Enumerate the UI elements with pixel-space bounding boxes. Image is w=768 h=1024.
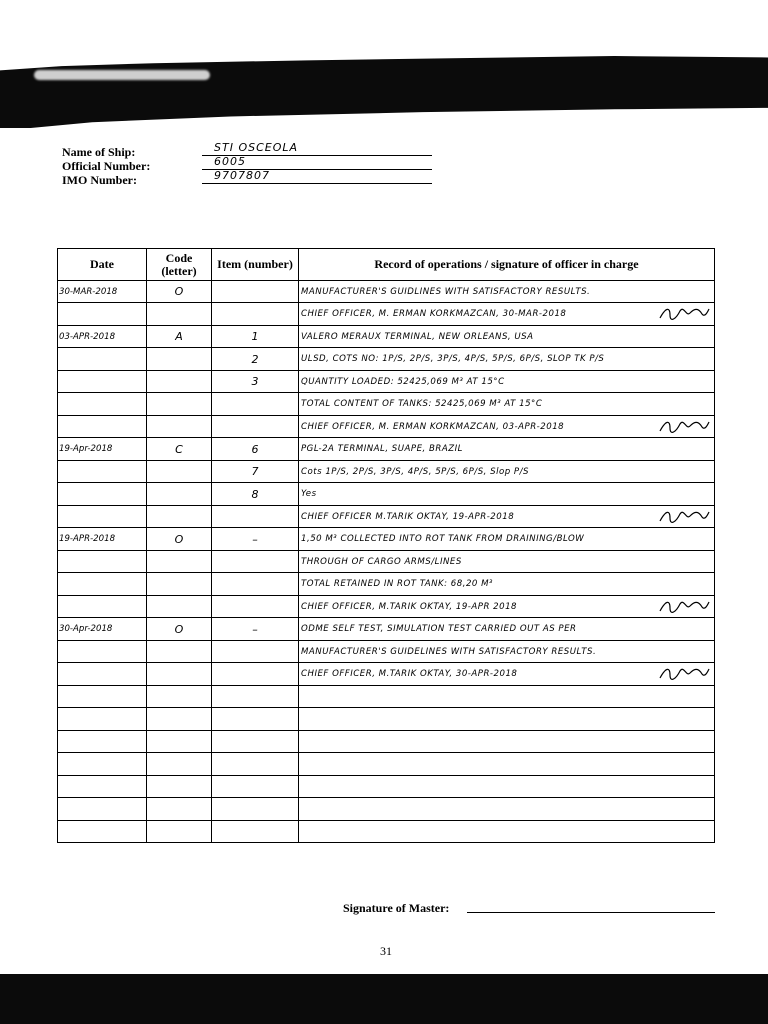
table-row (58, 573, 715, 596)
table-row (58, 708, 715, 731)
record-cell: PGL-2A TERMINAL, SUAPE, BRAZIL (299, 438, 715, 461)
table-row (58, 371, 715, 393)
officer-signature (658, 508, 710, 524)
official-number-value: 6005 (202, 155, 432, 170)
imo-number-label: IMO Number: (62, 173, 137, 187)
bottom-scan-shadow (0, 974, 768, 1024)
record-cell: MANUFACTURER'S GUIDELINES WITH SATISFACTORY RESULTS. (299, 641, 715, 663)
record-cell (299, 686, 715, 708)
code-cell (147, 708, 212, 731)
item-cell (212, 776, 299, 798)
date-cell (58, 798, 147, 821)
code-header: Code (letter) (147, 249, 212, 281)
code-cell (147, 551, 212, 573)
table-row (58, 348, 715, 371)
code-cell (147, 821, 212, 843)
date-cell: 30-Apr-2018 (58, 618, 147, 641)
item-cell (212, 686, 299, 708)
record-cell: THROUGH OF CARGO ARMS/LINES (299, 551, 715, 573)
date-cell (58, 641, 147, 663)
record-cell (299, 753, 715, 776)
table-row (58, 753, 715, 776)
date-cell (58, 303, 147, 326)
official-number-label: Official Number: (62, 159, 151, 173)
date-cell: 03-APR-2018 (58, 326, 147, 348)
date-cell (58, 821, 147, 843)
record-cell: CHIEF OFFICER M.TARIK OKTAY, 19-APR-2018 (299, 506, 715, 528)
item-cell (212, 596, 299, 618)
table-row (58, 326, 715, 348)
record-cell: 1,50 M³ COLLECTED INTO ROT TANK FROM DRAINING/BLOW (299, 528, 715, 551)
code-cell (147, 573, 212, 596)
item-cell (212, 753, 299, 776)
item-cell (212, 731, 299, 753)
item-cell (212, 281, 299, 303)
date-cell (58, 686, 147, 708)
scan-smudge (34, 70, 210, 80)
table-row (58, 596, 715, 618)
item-cell (212, 663, 299, 686)
record-cell: QUANTITY LOADED: 52425,069 M³ AT 15°C (299, 371, 715, 393)
code-cell (147, 416, 212, 438)
item-cell (212, 821, 299, 843)
code-cell (147, 461, 212, 483)
date-cell: 19-Apr-2018 (58, 438, 147, 461)
item-cell: 8 (212, 483, 299, 506)
record-cell: VALERO MERAUX TERMINAL, NEW ORLEANS, USA (299, 326, 715, 348)
date-cell (58, 416, 147, 438)
table-row (58, 393, 715, 416)
code-cell: O (147, 281, 212, 303)
record-cell (299, 776, 715, 798)
officer-signature (658, 598, 710, 614)
code-cell (147, 348, 212, 371)
table-row (58, 686, 715, 708)
date-cell (58, 663, 147, 686)
code-cell: O (147, 618, 212, 641)
date-cell: 19-APR-2018 (58, 528, 147, 551)
table-row (58, 506, 715, 528)
record-cell: MANUFACTURER'S GUIDLINES WITH SATISFACTORY RESULTS. (299, 281, 715, 303)
page-number: 31 (380, 944, 392, 958)
record-cell: ULSD, COTS NO: 1P/S, 2P/S, 3P/S, 4P/S, 5P/S, 6P/S, SLOP TK P/S (299, 348, 715, 371)
item-cell (212, 416, 299, 438)
date-cell (58, 371, 147, 393)
item-cell: 1 (212, 326, 299, 348)
item-header: Item (number) (212, 249, 299, 281)
operations-record-table (57, 248, 715, 843)
table-row (58, 821, 715, 843)
table-row (58, 731, 715, 753)
code-cell (147, 303, 212, 326)
item-cell (212, 708, 299, 731)
table-row (58, 641, 715, 663)
ship-name-label: Name of Ship: (62, 145, 136, 159)
item-cell: – (212, 528, 299, 551)
table-row (58, 798, 715, 821)
date-cell (58, 348, 147, 371)
code-cell (147, 393, 212, 416)
code-cell (147, 686, 212, 708)
record-cell: ODME SELF TEST, SIMULATION TEST CARRIED OUT AS PER (299, 618, 715, 641)
imo-number-value: 9707807 (202, 169, 432, 184)
item-cell (212, 798, 299, 821)
code-cell (147, 371, 212, 393)
date-cell (58, 506, 147, 528)
code-cell (147, 641, 212, 663)
item-cell (212, 551, 299, 573)
item-cell: 6 (212, 438, 299, 461)
table-row (58, 461, 715, 483)
record-cell (299, 708, 715, 731)
date-cell (58, 776, 147, 798)
table-row (58, 663, 715, 686)
item-cell: 3 (212, 371, 299, 393)
record-cell: TOTAL CONTENT OF TANKS: 52425,069 M³ AT 15°C (299, 393, 715, 416)
code-cell (147, 483, 212, 506)
table-header-row (58, 249, 715, 281)
record-header: Record of operations / signature of officer in charge (299, 249, 715, 281)
date-cell (58, 708, 147, 731)
top-scan-shadow (0, 56, 768, 128)
master-signature-line (467, 912, 715, 913)
table-row (58, 281, 715, 303)
code-cell: O (147, 528, 212, 551)
item-cell (212, 303, 299, 326)
item-cell: 7 (212, 461, 299, 483)
code-cell (147, 798, 212, 821)
table-row (58, 303, 715, 326)
item-cell: – (212, 618, 299, 641)
record-cell: TOTAL RETAINED IN ROT TANK: 68,20 M³ (299, 573, 715, 596)
record-cell: CHIEF OFFICER, M. ERMAN KORKMAZCAN, 30-MAR-2018 (299, 303, 715, 326)
code-cell (147, 663, 212, 686)
table-row (58, 483, 715, 506)
date-cell (58, 551, 147, 573)
ship-name-value: STI OSCEOLA (202, 141, 432, 156)
date-cell (58, 573, 147, 596)
record-cell: CHIEF OFFICER, M. ERMAN KORKMAZCAN, 03-APR-2018 (299, 416, 715, 438)
code-cell (147, 731, 212, 753)
table-row (58, 438, 715, 461)
record-cell (299, 731, 715, 753)
date-cell (58, 393, 147, 416)
table-row (58, 528, 715, 551)
table-row (58, 618, 715, 641)
item-cell (212, 573, 299, 596)
item-cell (212, 393, 299, 416)
table-body (58, 281, 715, 843)
code-cell (147, 776, 212, 798)
date-cell: 30-MAR-2018 (58, 281, 147, 303)
table-row (58, 551, 715, 573)
master-signature-label: Signature of Master: (343, 901, 450, 915)
date-cell (58, 731, 147, 753)
item-cell (212, 506, 299, 528)
officer-signature (658, 665, 710, 681)
date-cell (58, 461, 147, 483)
date-header: Date (58, 249, 147, 281)
date-cell (58, 753, 147, 776)
record-cell: CHIEF OFFICER, M.TARIK OKTAY, 30-APR-2018 (299, 663, 715, 686)
record-cell (299, 798, 715, 821)
date-cell (58, 483, 147, 506)
code-cell: C (147, 438, 212, 461)
code-cell: A (147, 326, 212, 348)
officer-signature (658, 305, 710, 321)
code-cell (147, 506, 212, 528)
code-cell (147, 596, 212, 618)
table-row (58, 416, 715, 438)
table-row (58, 776, 715, 798)
item-cell (212, 641, 299, 663)
record-cell (299, 821, 715, 843)
record-cell: Cots 1P/S, 2P/S, 3P/S, 4P/S, 5P/S, 6P/S, Slop P/S (299, 461, 715, 483)
date-cell (58, 596, 147, 618)
code-cell (147, 753, 212, 776)
item-cell: 2 (212, 348, 299, 371)
record-cell: CHIEF OFFICER, M.TARIK OKTAY, 19-APR 2018 (299, 596, 715, 618)
record-cell: Yes (299, 483, 715, 506)
officer-signature (658, 418, 710, 434)
